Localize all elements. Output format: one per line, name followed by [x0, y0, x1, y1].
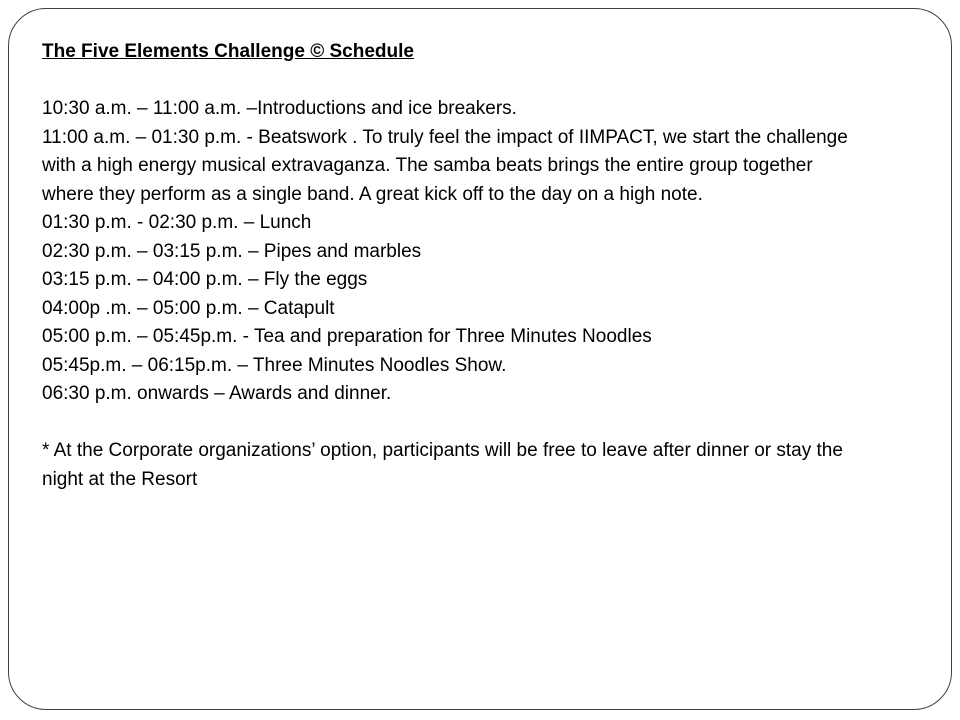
schedule-title: The Five Elements Challenge © Schedule [42, 41, 414, 62]
schedule-item-awards-dinner: 06:30 p.m. onwards – Awards and dinner. [42, 383, 392, 404]
schedule-item-pipes-and-marbles: 02:30 p.m. – 03:15 p.m. – Pipes and marbles [42, 240, 422, 262]
slide-content [42, 38, 862, 494]
schedule-item-fly-the-eggs: 03:15 p.m. – 04:00 p.m. – Fly the eggs [42, 269, 368, 290]
schedule-item-noodles-show: 05:45p.m. – 06:15p.m. – Three Minutes Noodles Show. [42, 354, 507, 376]
schedule-item-beatswork: 11:00 a.m. – 01:30 p.m. - Beatswork . To truly feel the impact of IIMPACT, we start the challenge with a high energy musical extravaganza. The samba beats brings the entire group together where they perform as a single band. A great kick off to the day on a high note. [42, 126, 848, 205]
schedule-item-introductions: 10:30 a.m. – 11:00 a.m. –Introductions and ice breakers. [42, 98, 517, 119]
footnote: * At the Corporate organizations’ option, participants will be free to leave after dinner or stay the night at the Resort [42, 440, 843, 490]
schedule-item-catapult: 04:00p .m. – 05:00 p.m. – Catapult [42, 297, 335, 319]
schedule-item-tea-preparation: 05:00 p.m. – 05:45p.m. - Tea and preparation for Three Minutes Noodles [42, 326, 652, 347]
schedule-item-lunch: 01:30 p.m. - 02:30 p.m. – Lunch [42, 212, 312, 233]
